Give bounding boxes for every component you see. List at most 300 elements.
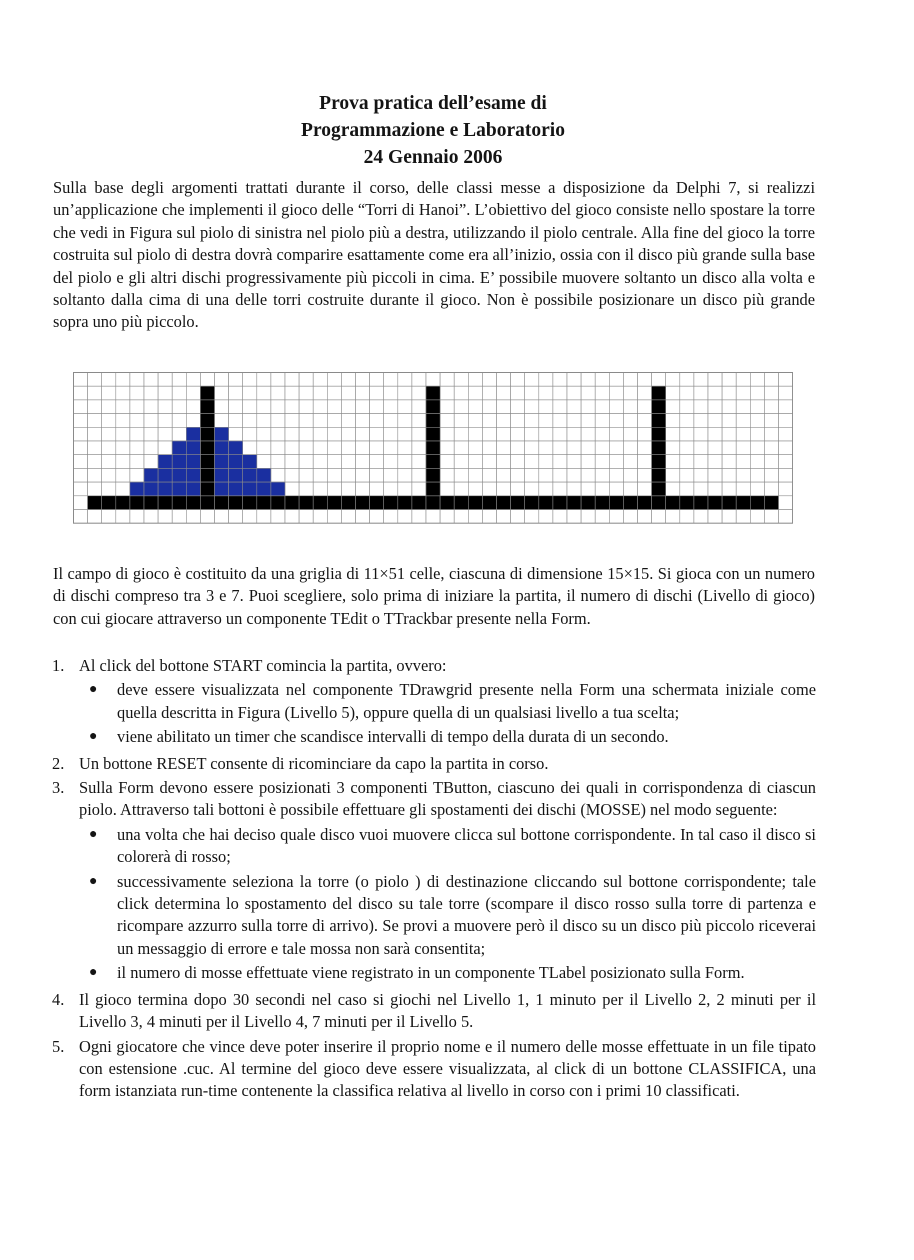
grid-cell <box>497 373 511 387</box>
grid-cell <box>722 427 736 441</box>
grid-cell <box>482 455 496 469</box>
grid-cell <box>652 510 666 524</box>
grid-cell <box>243 386 257 400</box>
grid-cell <box>172 400 186 414</box>
disk-cell <box>186 468 200 482</box>
grid-cell <box>736 373 750 387</box>
grid-cell <box>609 441 623 455</box>
grid-cell <box>454 482 468 496</box>
grid-cell <box>215 386 229 400</box>
grid-cell <box>694 510 708 524</box>
grid-cell <box>666 427 680 441</box>
bullet-icon: ● <box>89 682 98 698</box>
grid-cell <box>609 482 623 496</box>
peg-cell <box>200 386 214 400</box>
grid-cell <box>144 427 158 441</box>
grid-cell <box>412 386 426 400</box>
disk-cell <box>243 482 257 496</box>
grid-cell <box>271 414 285 428</box>
grid-cell <box>736 455 750 469</box>
grid-cell <box>736 482 750 496</box>
grid-cell <box>511 373 525 387</box>
grid-cell <box>341 400 355 414</box>
grid-cell <box>623 468 637 482</box>
grid-cell <box>440 373 454 387</box>
grid-cell <box>116 414 130 428</box>
peg-cell <box>652 468 666 482</box>
disk-cell <box>215 468 229 482</box>
grid-cell <box>285 414 299 428</box>
grid-cell <box>257 400 271 414</box>
base-cell <box>88 496 102 510</box>
grid-cell <box>764 441 778 455</box>
grid-cell <box>271 386 285 400</box>
base-cell <box>553 496 567 510</box>
base-cell <box>299 496 313 510</box>
grid-cell <box>370 373 384 387</box>
grid-cell <box>539 510 553 524</box>
grid-cell <box>257 386 271 400</box>
grid-cell <box>215 510 229 524</box>
grid-cell <box>779 482 793 496</box>
grid-cell <box>736 441 750 455</box>
grid-cell <box>750 386 764 400</box>
bullet-icon: ● <box>89 729 98 745</box>
grid-cell <box>736 510 750 524</box>
grid-cell <box>130 441 144 455</box>
grid-cell <box>144 414 158 428</box>
grid-cell <box>581 386 595 400</box>
grid-cell <box>130 414 144 428</box>
grid-cell <box>440 386 454 400</box>
grid-cell <box>609 427 623 441</box>
grid-cell <box>341 482 355 496</box>
grid-cell <box>285 400 299 414</box>
grid-cell <box>567 441 581 455</box>
grid-cell <box>285 386 299 400</box>
grid-cell <box>398 386 412 400</box>
grid-cell <box>299 441 313 455</box>
grid-cell <box>370 482 384 496</box>
grid-cell <box>694 482 708 496</box>
grid-cell <box>229 510 243 524</box>
grid-cell <box>680 373 694 387</box>
grid-cell <box>525 373 539 387</box>
grid-cell <box>497 455 511 469</box>
grid-cell <box>285 373 299 387</box>
base-cell <box>116 496 130 510</box>
grid-cell <box>581 468 595 482</box>
grid-cell <box>694 400 708 414</box>
grid-cell <box>694 468 708 482</box>
grid-cell <box>271 400 285 414</box>
grid-cell <box>595 441 609 455</box>
grid-cell <box>497 441 511 455</box>
grid-cell <box>511 386 525 400</box>
base-cell <box>666 496 680 510</box>
grid-cell <box>623 400 637 414</box>
grid-cell <box>299 427 313 441</box>
grid-cell <box>595 455 609 469</box>
grid-cell <box>525 400 539 414</box>
grid-cell <box>130 455 144 469</box>
disk-cell <box>186 427 200 441</box>
grid-cell <box>497 510 511 524</box>
grid-cell <box>412 468 426 482</box>
grid-cell <box>398 414 412 428</box>
grid-cell <box>553 455 567 469</box>
grid-cell <box>356 455 370 469</box>
grid-cell <box>694 441 708 455</box>
disk-cell <box>130 482 144 496</box>
grid-cell <box>370 427 384 441</box>
grid-cell <box>88 510 102 524</box>
grid-cell <box>299 482 313 496</box>
grid-cell <box>680 441 694 455</box>
grid-cell <box>779 386 793 400</box>
grid-cell <box>186 414 200 428</box>
grid-cell <box>736 427 750 441</box>
step-number: 5. <box>52 1036 65 1056</box>
grid-cell <box>736 386 750 400</box>
grid-cell <box>74 510 88 524</box>
grid-cell <box>581 510 595 524</box>
grid-cell <box>285 455 299 469</box>
disk-cell <box>158 468 172 482</box>
grid-cell <box>116 386 130 400</box>
grid-cell <box>708 386 722 400</box>
grid-cell <box>243 414 257 428</box>
grid-cell <box>412 373 426 387</box>
base-cell <box>271 496 285 510</box>
grid-cell <box>313 400 327 414</box>
grid-cell <box>680 510 694 524</box>
base-cell <box>567 496 581 510</box>
grid-cell <box>468 455 482 469</box>
grid-cell <box>468 414 482 428</box>
grid-cell <box>708 510 722 524</box>
grid-cell <box>158 441 172 455</box>
grid-cell <box>764 468 778 482</box>
grid-cell <box>736 414 750 428</box>
grid-cell <box>595 482 609 496</box>
grid-cell <box>638 414 652 428</box>
grid-cell <box>553 427 567 441</box>
grid-cell <box>525 386 539 400</box>
peg-cell <box>426 414 440 428</box>
grid-cell <box>229 414 243 428</box>
grid-cell <box>440 468 454 482</box>
base-cell <box>468 496 482 510</box>
grid-cell <box>638 386 652 400</box>
grid-cell <box>468 427 482 441</box>
grid-cell <box>257 373 271 387</box>
title-line-3: 24 Gennaio 2006 <box>363 147 503 168</box>
grid-cell <box>482 400 496 414</box>
grid-cell <box>482 386 496 400</box>
peg-cell <box>652 414 666 428</box>
grid-cell <box>327 482 341 496</box>
grid-cell <box>313 455 327 469</box>
grid-cell <box>652 373 666 387</box>
grid-cell <box>454 386 468 400</box>
grid-cell <box>680 455 694 469</box>
disk-cell <box>229 441 243 455</box>
grid-cell <box>581 373 595 387</box>
grid-cell <box>271 427 285 441</box>
grid-cell <box>186 373 200 387</box>
disk-cell <box>229 482 243 496</box>
grid-cell <box>356 427 370 441</box>
grid-cell <box>609 414 623 428</box>
base-cell <box>412 496 426 510</box>
grid-cell <box>102 427 116 441</box>
grid-cell <box>553 482 567 496</box>
grid-cell <box>680 482 694 496</box>
grid-cell <box>482 414 496 428</box>
grid-cell <box>440 441 454 455</box>
grid-cell <box>750 482 764 496</box>
peg-cell <box>200 427 214 441</box>
grid-cell <box>525 482 539 496</box>
grid-cell <box>779 441 793 455</box>
grid-cell <box>511 510 525 524</box>
grid-cell <box>454 510 468 524</box>
grid-cell <box>412 482 426 496</box>
grid-cell <box>130 468 144 482</box>
grid-cell <box>623 441 637 455</box>
grid-cell <box>764 510 778 524</box>
step-text: Ogni giocatore che vince deve poter inserire il proprio nome e il numero delle mosse effettuate in un file tipato con estensione .cuc. Al termine del gioco deve essere visualizzata, al click di un bottone CLASSIFICA, una form istanziata run-time contenente la classifica relativa al livello in corso con i primi 10 classificati. <box>79 1036 816 1101</box>
grid-cell <box>779 510 793 524</box>
grid-cell <box>694 414 708 428</box>
peg-cell <box>200 400 214 414</box>
intro-paragraph: Sulla base degli argomenti trattati durante il corso, delle classi messe a disposizione da Delphi 7, si realizzi un’applicazione che implementi il gioco delle “Torri di Hanoi”. L’obiettivo del gioco consiste nello spostare la torre che vedi in Figura sul piolo di sinistra nel piolo più a destra, utilizzando il piolo centrale. Alla fine del gioco la torre costruita sul piolo di destra dovrà comparire esattamente come era all’inizio, ossia con il disco più grande sulla base del piolo e gli altri dischi progressivamente più piccoli in cima. E’ possibile muovere soltanto un disco alla volta e soltanto dalla cima di una delle torri costruite durante il gioco. Non è possibile posizionare un disco più grande sopra uno più piccolo. <box>53 178 815 332</box>
grid-cell <box>74 373 88 387</box>
grid-cell <box>764 455 778 469</box>
grid-cell <box>440 414 454 428</box>
base-cell <box>398 496 412 510</box>
grid-cell <box>722 400 736 414</box>
base-cell <box>539 496 553 510</box>
base-cell <box>313 496 327 510</box>
grid-cell <box>666 441 680 455</box>
grid-cell <box>779 427 793 441</box>
grid-cell <box>539 441 553 455</box>
grid-cell <box>102 510 116 524</box>
grid-cell <box>158 400 172 414</box>
grid-cell <box>722 373 736 387</box>
grid-cell <box>299 414 313 428</box>
grid-cell <box>454 373 468 387</box>
step-text: Il gioco termina dopo 30 secondi nel caso si giochi nel Livello 1, 1 minuto per il Livello 2, 2 minuti per il Livello 3, 4 minuti per il Livello 4, 7 minuti per il Livello 5. <box>79 989 816 1032</box>
grid-cell <box>341 441 355 455</box>
grid-cell <box>102 414 116 428</box>
grid-cell <box>779 455 793 469</box>
step-item <box>52 989 816 1034</box>
grid-cell <box>116 427 130 441</box>
grid-cell <box>779 496 793 510</box>
grid-cell <box>398 468 412 482</box>
grid-cell <box>313 482 327 496</box>
grid-cell <box>398 510 412 524</box>
grid-cell <box>327 468 341 482</box>
bullet-icon: ● <box>89 965 98 981</box>
peg-cell <box>652 400 666 414</box>
grid-cell <box>708 400 722 414</box>
grid-cell <box>398 373 412 387</box>
grid-cell <box>595 427 609 441</box>
grid-cell <box>694 455 708 469</box>
grid-cell <box>384 414 398 428</box>
grid-cell <box>229 373 243 387</box>
grid-cell <box>468 400 482 414</box>
grid-cell <box>511 441 525 455</box>
grid-cell <box>313 468 327 482</box>
grid-cell <box>454 427 468 441</box>
grid-cell <box>567 427 581 441</box>
base-cell <box>172 496 186 510</box>
grid-cell <box>581 427 595 441</box>
grid-cell <box>130 386 144 400</box>
grid-cell <box>680 414 694 428</box>
grid-cell <box>130 427 144 441</box>
grid-cell <box>666 373 680 387</box>
grid-cell <box>595 468 609 482</box>
grid-cell <box>722 386 736 400</box>
grid-cell <box>750 510 764 524</box>
grid-cell <box>370 400 384 414</box>
grid-cell <box>144 373 158 387</box>
grid-cell <box>74 496 88 510</box>
base-cell <box>102 496 116 510</box>
disk-cell <box>186 441 200 455</box>
grid-cell <box>116 373 130 387</box>
grid-cell <box>102 441 116 455</box>
grid-cell <box>412 414 426 428</box>
grid-cell <box>666 510 680 524</box>
disk-cell <box>215 441 229 455</box>
grid-cell <box>581 414 595 428</box>
grid-cell <box>581 455 595 469</box>
grid-cell <box>609 455 623 469</box>
grid-cell <box>764 373 778 387</box>
grid-cell <box>370 386 384 400</box>
grid-cell <box>370 441 384 455</box>
grid-cell <box>116 455 130 469</box>
grid-cell <box>694 427 708 441</box>
grid-cell <box>609 373 623 387</box>
disk-cell <box>243 468 257 482</box>
grid-cell <box>440 482 454 496</box>
grid-cell <box>497 386 511 400</box>
grid-cell <box>764 482 778 496</box>
grid-cell <box>384 400 398 414</box>
grid-cell <box>708 482 722 496</box>
grid-cell <box>74 386 88 400</box>
grid-cell <box>229 427 243 441</box>
disk-cell <box>186 455 200 469</box>
grid-cell <box>257 510 271 524</box>
grid-cell <box>144 400 158 414</box>
grid-cell <box>186 400 200 414</box>
grid-cell <box>609 510 623 524</box>
grid-cell <box>88 482 102 496</box>
grid-cell <box>356 373 370 387</box>
base-cell <box>356 496 370 510</box>
grid-cell <box>313 441 327 455</box>
disk-cell <box>229 455 243 469</box>
grid-cell <box>525 441 539 455</box>
grid-cell <box>539 386 553 400</box>
grid-cell <box>482 441 496 455</box>
grid-cell <box>313 386 327 400</box>
grid-cell <box>454 468 468 482</box>
grid-cell <box>567 386 581 400</box>
grid-cell <box>285 482 299 496</box>
grid-cell <box>398 482 412 496</box>
peg-cell <box>200 414 214 428</box>
grid-cell <box>525 414 539 428</box>
grid-cell <box>736 468 750 482</box>
step-text: Un bottone RESET consente di ricominciare da capo la partita in corso. <box>79 753 549 773</box>
grid-cell <box>750 400 764 414</box>
grid-cell <box>440 455 454 469</box>
grid-cell <box>553 373 567 387</box>
grid-cell <box>638 510 652 524</box>
grid-cell <box>680 468 694 482</box>
grid-cell <box>567 400 581 414</box>
grid-cell <box>116 482 130 496</box>
grid-cell <box>666 386 680 400</box>
base-cell <box>694 496 708 510</box>
step-number: 2. <box>52 753 65 773</box>
grid-cell <box>638 373 652 387</box>
base-cell <box>440 496 454 510</box>
grid-cell <box>764 414 778 428</box>
grid-cell <box>172 373 186 387</box>
disk-cell <box>229 468 243 482</box>
grid-cell <box>454 400 468 414</box>
grid-cell <box>88 400 102 414</box>
grid-cell <box>539 400 553 414</box>
disk-cell <box>215 482 229 496</box>
grid-cell <box>708 441 722 455</box>
grid-cell <box>384 468 398 482</box>
grid-cell <box>74 468 88 482</box>
disk-cell <box>257 468 271 482</box>
base-cell <box>285 496 299 510</box>
base-cell <box>158 496 172 510</box>
grid-cell <box>581 400 595 414</box>
grid-cell <box>144 441 158 455</box>
grid-cell <box>186 510 200 524</box>
grid-cell <box>722 441 736 455</box>
grid-cell <box>370 510 384 524</box>
peg-cell <box>426 455 440 469</box>
grid-cell <box>482 510 496 524</box>
step-number: 3. <box>52 778 65 798</box>
grid-cell <box>172 510 186 524</box>
grid-cell <box>116 510 130 524</box>
grid-cell <box>638 400 652 414</box>
grid-cell <box>750 468 764 482</box>
sub-item-text: viene abilitato un timer che scandisce intervalli di tempo della durata di un secondo. <box>117 727 669 747</box>
document-title <box>0 90 866 171</box>
grid-cell <box>440 427 454 441</box>
grid-cell <box>158 427 172 441</box>
base-cell <box>764 496 778 510</box>
